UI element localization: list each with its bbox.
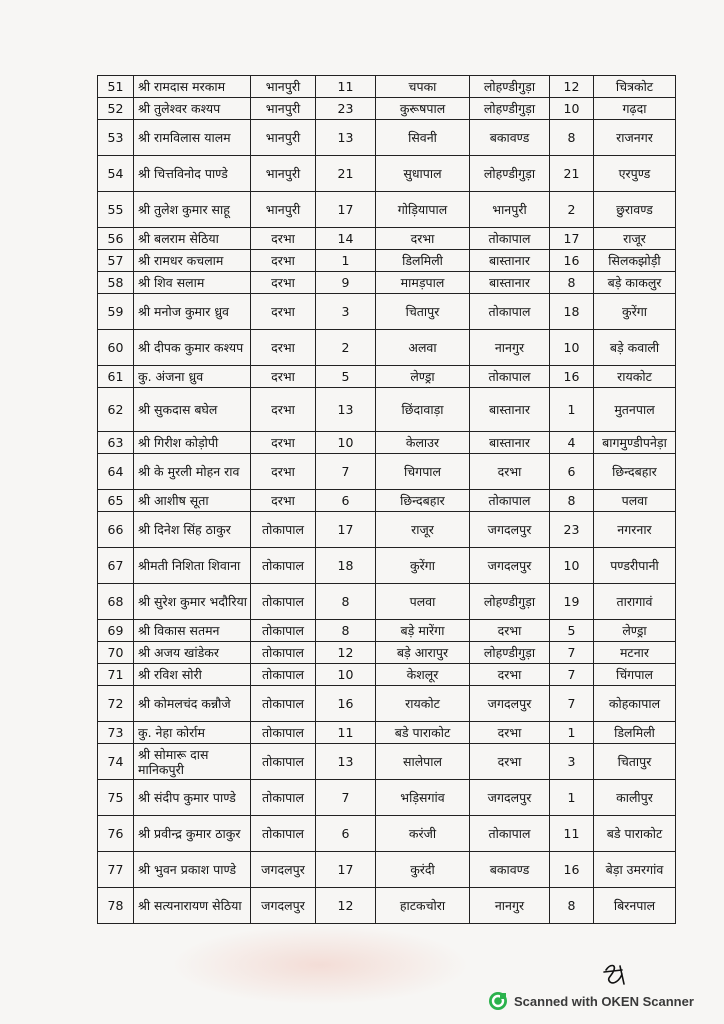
current-village-cell: बडे पाराकोट xyxy=(376,722,470,744)
current-block-cell: भानपुरी xyxy=(251,156,316,192)
new-block-cell: लोहण्डीगुड़ा xyxy=(470,642,550,664)
table-row xyxy=(98,120,676,156)
current-block-cell: तोकापाल xyxy=(251,816,316,852)
sector-number-cell: 11 xyxy=(316,722,376,744)
table-row xyxy=(98,686,676,722)
current-village-cell: केशलूर xyxy=(376,664,470,686)
current-village-cell: करंजी xyxy=(376,816,470,852)
officer-name-cell: कु. नेहा कोर्राम xyxy=(134,722,251,744)
new-village-cell: राजूर xyxy=(594,228,676,250)
current-block-cell: दरभा xyxy=(251,294,316,330)
new-village-cell: बागमुण्डीपनेड़ा xyxy=(594,432,676,454)
serial-number-cell: 66 xyxy=(98,512,134,548)
current-village-cell: पलवा xyxy=(376,584,470,620)
table-row xyxy=(98,548,676,584)
table-row xyxy=(98,228,676,250)
new-village-cell: बिरनपाल xyxy=(594,888,676,924)
serial-number-cell: 59 xyxy=(98,294,134,330)
new-block-cell: दरभा xyxy=(470,744,550,780)
serial-number-cell: 69 xyxy=(98,620,134,642)
current-block-cell: दरभा xyxy=(251,388,316,432)
new-block-cell: भानपुरी xyxy=(470,192,550,228)
signature-icon xyxy=(600,958,630,988)
current-village-cell: हाटकचोरा xyxy=(376,888,470,924)
new-village-cell: पलवा xyxy=(594,490,676,512)
officer-name-cell: श्री रामधर कचलाम xyxy=(134,250,251,272)
new-village-cell: नगरनार xyxy=(594,512,676,548)
new-sector-number-cell: 10 xyxy=(550,330,594,366)
table-row xyxy=(98,76,676,98)
new-block-cell: तोकापाल xyxy=(470,490,550,512)
sector-number-cell: 12 xyxy=(316,888,376,924)
current-village-cell: चपका xyxy=(376,76,470,98)
new-block-cell: बकावण्ड xyxy=(470,852,550,888)
officer-name-cell: श्री भुवन प्रकाश पाण्डे xyxy=(134,852,251,888)
current-block-cell: तोकापाल xyxy=(251,620,316,642)
serial-number-cell: 57 xyxy=(98,250,134,272)
officer-name-cell: श्री तुलेश्वर कश्यप xyxy=(134,98,251,120)
new-block-cell: बास्तानार xyxy=(470,272,550,294)
table-row xyxy=(98,250,676,272)
table-row xyxy=(98,366,676,388)
current-block-cell: भानपुरी xyxy=(251,76,316,98)
current-village-cell: छिन्दबहार xyxy=(376,490,470,512)
scan-smudge xyxy=(170,925,470,1005)
current-block-cell: दरभा xyxy=(251,330,316,366)
table-row xyxy=(98,454,676,490)
officer-name-cell: श्री अजय खांडेकर xyxy=(134,642,251,664)
new-village-cell: एरपुण्ड xyxy=(594,156,676,192)
current-village-cell: चितापुर xyxy=(376,294,470,330)
serial-number-cell: 63 xyxy=(98,432,134,454)
new-block-cell: दरभा xyxy=(470,664,550,686)
officer-name-cell: श्री सुकदास बघेल xyxy=(134,388,251,432)
officer-name-cell: श्री चित्तविनोद पाण्डे xyxy=(134,156,251,192)
current-village-cell: राजूर xyxy=(376,512,470,548)
new-village-cell: बड़े कवाली xyxy=(594,330,676,366)
serial-number-cell: 74 xyxy=(98,744,134,780)
new-block-cell: तोकापाल xyxy=(470,294,550,330)
new-block-cell: दरभा xyxy=(470,722,550,744)
table-row xyxy=(98,330,676,366)
scanner-text: Scanned with OKEN Scanner xyxy=(514,993,694,1009)
new-sector-number-cell: 16 xyxy=(550,250,594,272)
officer-name-cell: श्री रामविलास यालम xyxy=(134,120,251,156)
new-sector-number-cell: 2 xyxy=(550,192,594,228)
new-block-cell: बकावण्ड xyxy=(470,120,550,156)
officer-name-cell: श्री रविश सोरी xyxy=(134,664,251,686)
serial-number-cell: 54 xyxy=(98,156,134,192)
serial-number-cell: 75 xyxy=(98,780,134,816)
sector-number-cell: 7 xyxy=(316,454,376,490)
new-sector-number-cell: 18 xyxy=(550,294,594,330)
current-block-cell: तोकापाल xyxy=(251,780,316,816)
new-sector-number-cell: 23 xyxy=(550,512,594,548)
table-row xyxy=(98,852,676,888)
current-village-cell: बड़े मारेंगा xyxy=(376,620,470,642)
new-block-cell: जगदलपुर xyxy=(470,780,550,816)
new-sector-number-cell: 1 xyxy=(550,780,594,816)
new-sector-number-cell: 12 xyxy=(550,76,594,98)
new-sector-number-cell: 8 xyxy=(550,490,594,512)
new-sector-number-cell: 7 xyxy=(550,642,594,664)
officer-name-cell: श्री मनोज कुमार ध्रुव xyxy=(134,294,251,330)
current-village-cell: छिंदावाड़ा xyxy=(376,388,470,432)
sector-number-cell: 13 xyxy=(316,120,376,156)
sector-number-cell: 23 xyxy=(316,98,376,120)
current-block-cell: भानपुरी xyxy=(251,98,316,120)
serial-number-cell: 73 xyxy=(98,722,134,744)
table-body xyxy=(98,76,676,924)
new-village-cell: तारागावं xyxy=(594,584,676,620)
officer-name-cell: श्री शिव सलाम xyxy=(134,272,251,294)
officer-name-cell: श्री दिनेश सिंह ठाकुर xyxy=(134,512,251,548)
transfer-list-table xyxy=(97,75,676,924)
new-village-cell: कुरेंगा xyxy=(594,294,676,330)
new-village-cell: मटनार xyxy=(594,642,676,664)
current-block-cell: दरभा xyxy=(251,454,316,490)
current-block-cell: दरभा xyxy=(251,366,316,388)
new-block-cell: नानगुर xyxy=(470,330,550,366)
new-block-cell: दरभा xyxy=(470,620,550,642)
sector-number-cell: 17 xyxy=(316,512,376,548)
current-village-cell: डिलमिली xyxy=(376,250,470,272)
officer-name-cell: श्री तुलेश कुमार साहू xyxy=(134,192,251,228)
officer-name-cell: श्री के मुरली मोहन राव xyxy=(134,454,251,490)
sector-number-cell: 17 xyxy=(316,852,376,888)
serial-number-cell: 61 xyxy=(98,366,134,388)
sector-number-cell: 3 xyxy=(316,294,376,330)
officer-name-cell: श्री संदीप कुमार पाण्डे xyxy=(134,780,251,816)
current-block-cell: भानपुरी xyxy=(251,192,316,228)
sector-number-cell: 5 xyxy=(316,366,376,388)
new-sector-number-cell: 17 xyxy=(550,228,594,250)
current-village-cell: कुरूषपाल xyxy=(376,98,470,120)
officer-name-cell: श्री दीपक कुमार कश्यप xyxy=(134,330,251,366)
officer-name-cell: श्री सत्यनारायण सेठिया xyxy=(134,888,251,924)
new-sector-number-cell: 11 xyxy=(550,816,594,852)
current-village-cell: सुधापाल xyxy=(376,156,470,192)
current-village-cell: गोड़ियापाल xyxy=(376,192,470,228)
table-row xyxy=(98,388,676,432)
current-village-cell: लेण्ड्रा xyxy=(376,366,470,388)
new-village-cell: छिन्दबहार xyxy=(594,454,676,490)
new-sector-number-cell: 10 xyxy=(550,548,594,584)
sector-number-cell: 9 xyxy=(316,272,376,294)
table-row xyxy=(98,816,676,852)
current-village-cell: कुरंदी xyxy=(376,852,470,888)
new-block-cell: बास्तानार xyxy=(470,250,550,272)
sector-number-cell: 8 xyxy=(316,584,376,620)
current-village-cell: दरभा xyxy=(376,228,470,250)
new-sector-number-cell: 7 xyxy=(550,664,594,686)
serial-number-cell: 68 xyxy=(98,584,134,620)
sector-number-cell: 1 xyxy=(316,250,376,272)
sector-number-cell: 12 xyxy=(316,642,376,664)
table-row xyxy=(98,512,676,548)
sector-number-cell: 11 xyxy=(316,76,376,98)
new-village-cell: चित्रकोट xyxy=(594,76,676,98)
table-row xyxy=(98,432,676,454)
current-village-cell: कुरेंगा xyxy=(376,548,470,584)
officer-name-cell: श्री रामदास मरकाम xyxy=(134,76,251,98)
current-village-cell: भड़िसगांव xyxy=(376,780,470,816)
sector-number-cell: 14 xyxy=(316,228,376,250)
current-block-cell: तोकापाल xyxy=(251,664,316,686)
new-block-cell: लोहण्डीगुड़ा xyxy=(470,584,550,620)
current-block-cell: तोकापाल xyxy=(251,744,316,780)
new-village-cell: पण्डरीपानी xyxy=(594,548,676,584)
new-village-cell: गढ़दा xyxy=(594,98,676,120)
new-block-cell: तोकापाल xyxy=(470,816,550,852)
serial-number-cell: 64 xyxy=(98,454,134,490)
current-village-cell: बड़े आरापुर xyxy=(376,642,470,664)
current-block-cell: जगदलपुर xyxy=(251,852,316,888)
table-row xyxy=(98,744,676,780)
new-village-cell: बडे पाराकोट xyxy=(594,816,676,852)
serial-number-cell: 55 xyxy=(98,192,134,228)
serial-number-cell: 52 xyxy=(98,98,134,120)
current-village-cell: सालेपाल xyxy=(376,744,470,780)
serial-number-cell: 78 xyxy=(98,888,134,924)
current-village-cell: चिगपाल xyxy=(376,454,470,490)
sector-number-cell: 6 xyxy=(316,490,376,512)
table-row xyxy=(98,490,676,512)
serial-number-cell: 60 xyxy=(98,330,134,366)
new-village-cell: कालीपुर xyxy=(594,780,676,816)
current-village-cell: मामड़पाल xyxy=(376,272,470,294)
serial-number-cell: 77 xyxy=(98,852,134,888)
table-row xyxy=(98,620,676,642)
current-block-cell: तोकापाल xyxy=(251,722,316,744)
current-block-cell: तोकापाल xyxy=(251,512,316,548)
sector-number-cell: 16 xyxy=(316,686,376,722)
serial-number-cell: 58 xyxy=(98,272,134,294)
officer-name-cell: श्री आशीष सूता xyxy=(134,490,251,512)
sector-number-cell: 8 xyxy=(316,620,376,642)
table-row xyxy=(98,664,676,686)
new-village-cell: डिलमिली xyxy=(594,722,676,744)
sector-number-cell: 6 xyxy=(316,816,376,852)
serial-number-cell: 53 xyxy=(98,120,134,156)
oken-scanner-logo-icon xyxy=(488,991,508,1011)
new-block-cell: तोकापाल xyxy=(470,228,550,250)
current-block-cell: भानपुरी xyxy=(251,120,316,156)
table-row xyxy=(98,722,676,744)
officer-name-cell: श्री कोमलचंद कन्नौजे xyxy=(134,686,251,722)
new-block-cell: बास्तानार xyxy=(470,388,550,432)
table-row xyxy=(98,98,676,120)
new-sector-number-cell: 5 xyxy=(550,620,594,642)
new-block-cell: लोहण्डीगुड़ा xyxy=(470,76,550,98)
new-sector-number-cell: 6 xyxy=(550,454,594,490)
serial-number-cell: 70 xyxy=(98,642,134,664)
new-sector-number-cell: 7 xyxy=(550,686,594,722)
sector-number-cell: 7 xyxy=(316,780,376,816)
current-block-cell: दरभा xyxy=(251,228,316,250)
new-village-cell: कोहकापाल xyxy=(594,686,676,722)
new-block-cell: बास्तानार xyxy=(470,432,550,454)
sector-number-cell: 13 xyxy=(316,744,376,780)
new-sector-number-cell: 16 xyxy=(550,852,594,888)
new-block-cell: जगदलपुर xyxy=(470,548,550,584)
serial-number-cell: 67 xyxy=(98,548,134,584)
new-sector-number-cell: 21 xyxy=(550,156,594,192)
table-row xyxy=(98,642,676,664)
current-block-cell: तोकापाल xyxy=(251,642,316,664)
new-village-cell: लेण्ड्रा xyxy=(594,620,676,642)
new-block-cell: लोहण्डीगुड़ा xyxy=(470,156,550,192)
serial-number-cell: 76 xyxy=(98,816,134,852)
table-row xyxy=(98,780,676,816)
new-block-cell: जगदलपुर xyxy=(470,512,550,548)
current-village-cell: केलाउर xyxy=(376,432,470,454)
officer-name-cell: कु. अंजना ध्रुव xyxy=(134,366,251,388)
new-sector-number-cell: 19 xyxy=(550,584,594,620)
new-sector-number-cell: 4 xyxy=(550,432,594,454)
table-row xyxy=(98,584,676,620)
new-block-cell: दरभा xyxy=(470,454,550,490)
serial-number-cell: 62 xyxy=(98,388,134,432)
new-village-cell: चिंगपाल xyxy=(594,664,676,686)
current-block-cell: तोकापाल xyxy=(251,548,316,584)
new-village-cell: सिलकझोड़ी xyxy=(594,250,676,272)
new-village-cell: रायकोट xyxy=(594,366,676,388)
new-village-cell: चितापुर xyxy=(594,744,676,780)
serial-number-cell: 56 xyxy=(98,228,134,250)
new-village-cell: मुतनपाल xyxy=(594,388,676,432)
current-block-cell: जगदलपुर xyxy=(251,888,316,924)
new-village-cell: राजनगर xyxy=(594,120,676,156)
sector-number-cell: 10 xyxy=(316,432,376,454)
officer-name-cell: श्री बलराम सेठिया xyxy=(134,228,251,250)
new-village-cell: छुरावण्ड xyxy=(594,192,676,228)
sector-number-cell: 2 xyxy=(316,330,376,366)
serial-number-cell: 71 xyxy=(98,664,134,686)
sector-number-cell: 21 xyxy=(316,156,376,192)
serial-number-cell: 51 xyxy=(98,76,134,98)
new-sector-number-cell: 3 xyxy=(550,744,594,780)
serial-number-cell: 72 xyxy=(98,686,134,722)
officer-name-cell: श्री प्रवीन्द्र कुमार ठाकुर xyxy=(134,816,251,852)
table-row xyxy=(98,888,676,924)
current-block-cell: दरभा xyxy=(251,432,316,454)
new-block-cell: लोहण्डीगुड़ा xyxy=(470,98,550,120)
new-sector-number-cell: 8 xyxy=(550,272,594,294)
new-sector-number-cell: 8 xyxy=(550,120,594,156)
new-sector-number-cell: 1 xyxy=(550,388,594,432)
current-block-cell: तोकापाल xyxy=(251,584,316,620)
current-block-cell: दरभा xyxy=(251,250,316,272)
new-block-cell: जगदलपुर xyxy=(470,686,550,722)
new-block-cell: तोकापाल xyxy=(470,366,550,388)
new-village-cell: बड़े काकलुर xyxy=(594,272,676,294)
sector-number-cell: 17 xyxy=(316,192,376,228)
officer-name-cell: श्री सुरेश कुमार भदौरिया xyxy=(134,584,251,620)
new-sector-number-cell: 16 xyxy=(550,366,594,388)
new-sector-number-cell: 1 xyxy=(550,722,594,744)
new-village-cell: बेड़ा उमरगांव xyxy=(594,852,676,888)
new-sector-number-cell: 10 xyxy=(550,98,594,120)
officer-name-cell: श्री गिरीश कोड़ोपी xyxy=(134,432,251,454)
table-row xyxy=(98,294,676,330)
current-block-cell: तोकापाल xyxy=(251,686,316,722)
scanner-watermark xyxy=(488,990,694,1012)
current-village-cell: रायकोट xyxy=(376,686,470,722)
officer-name-cell: श्री सोमारू दास मानिकपुरी xyxy=(134,744,251,780)
sector-number-cell: 13 xyxy=(316,388,376,432)
officer-name-cell: श्री विकास सतमन xyxy=(134,620,251,642)
sector-number-cell: 18 xyxy=(316,548,376,584)
table-row xyxy=(98,156,676,192)
current-block-cell: दरभा xyxy=(251,272,316,294)
current-block-cell: दरभा xyxy=(251,490,316,512)
officer-name-cell: श्रीमती निशिता शिवाना xyxy=(134,548,251,584)
table-row xyxy=(98,272,676,294)
new-sector-number-cell: 8 xyxy=(550,888,594,924)
serial-number-cell: 65 xyxy=(98,490,134,512)
current-village-cell: सिवनी xyxy=(376,120,470,156)
table-row xyxy=(98,192,676,228)
current-village-cell: अलवा xyxy=(376,330,470,366)
new-block-cell: नानगुर xyxy=(470,888,550,924)
sector-number-cell: 10 xyxy=(316,664,376,686)
